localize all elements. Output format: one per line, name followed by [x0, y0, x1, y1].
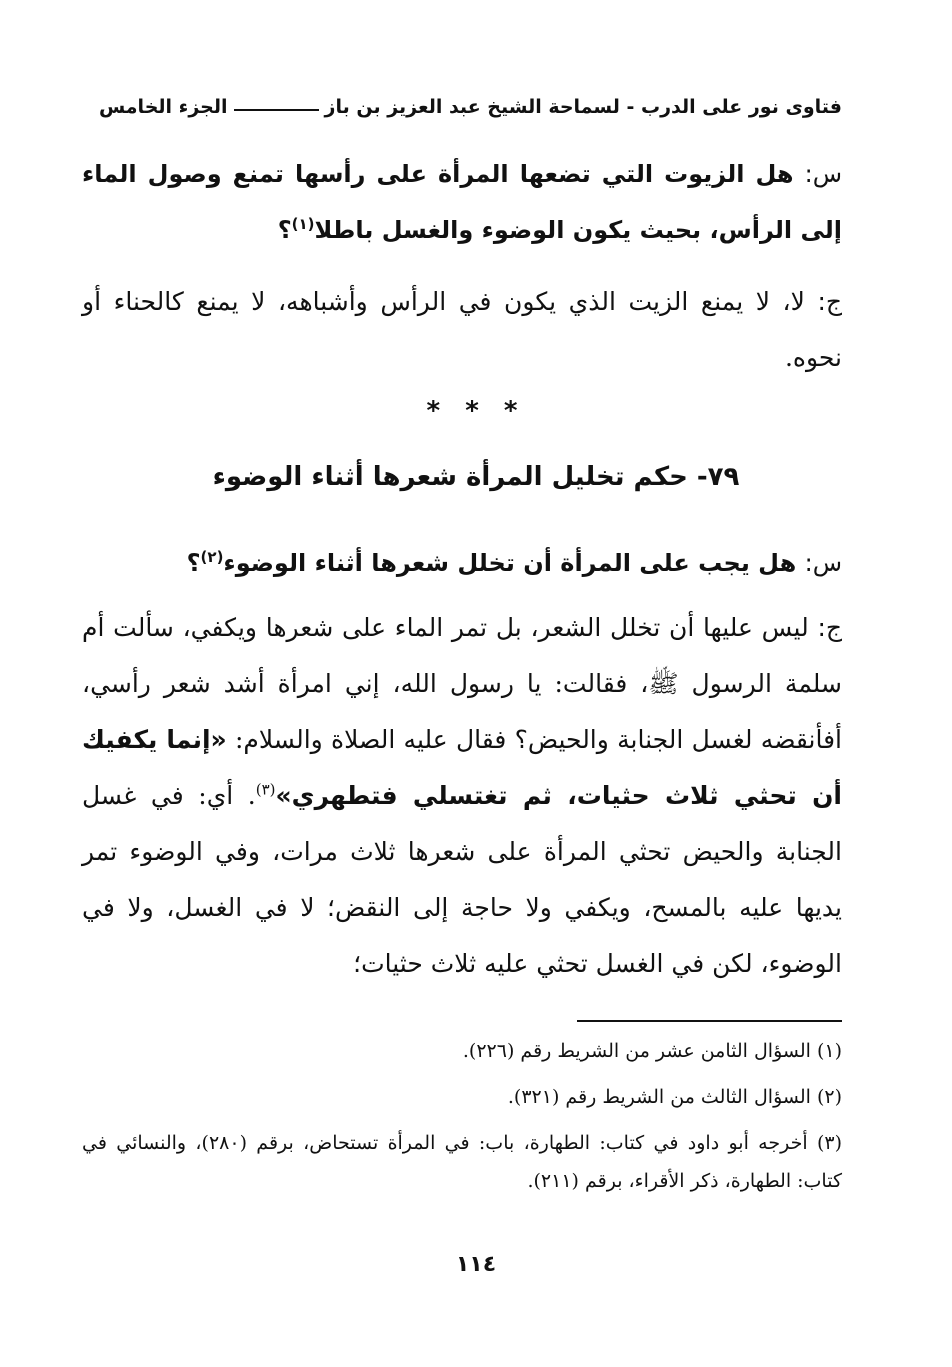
footnote-ref-2: (٢) — [200, 548, 224, 566]
header-book-title: فتاوى نور على الدرب - لسماحة الشيخ عبد العزيز بن باز — [324, 96, 842, 118]
question-2 — [82, 535, 842, 591]
footnotes — [82, 1032, 842, 1208]
question-end: ؟ — [277, 216, 292, 244]
question-text: هل يجب على المرأة أن تخلل شعرها أثناء الوضوء — [223, 549, 797, 577]
answer-text-part2: . أي: في غسل الجنابة والحيض تحثي المرأة على شعرها ثلاث مرات، وفي الوضوء تمر يديها عليه بالمسح، ويكفي ولا حاجة إلى النقض؛ لا في الغسل، ولا في الوضوء، لكن في الغسل تحثي عليه ثلاث حثيات؛ — [82, 781, 842, 978]
running-header — [82, 92, 842, 122]
footnote-1: (١) السؤال الثامن عشر من الشريط رقم (٢٢٦). — [462, 1040, 842, 1062]
footnote-ref-1: (١) — [291, 215, 315, 233]
header-volume: الجزء الخامس — [98, 96, 228, 118]
footnote-3: (٣) أخرجه أبو داود في كتاب: الطهارة، باب: في المرأة تستحاض، برقم (٢٨٠)، والنسائي في كتاب: الطهارة، ذكر الأقراء، برقم (٢١١). — [82, 1132, 842, 1192]
hadith-quote: «إنما يكفيك أن تحثي ثلاث حثيات، ثم تغتسلي فتطهري» — [82, 725, 843, 810]
answer-2 — [82, 600, 842, 992]
answer-label: ج: — [817, 287, 842, 316]
section-title: ٧٩- حكم تخليل المرأة شعرها أثناء الوضوء — [212, 462, 740, 492]
answer-text: لا، لا يمنع الزيت الذي يكون في الرأس وأشباهه، لا يمنع كالحناء أو نحوه. — [82, 287, 842, 372]
header-rule — [234, 109, 319, 111]
footnote-rule — [577, 1020, 842, 1022]
answer-label: ج: — [817, 613, 842, 642]
question-label: س: — [804, 160, 842, 188]
question-end: ؟ — [186, 549, 201, 577]
footnote-2: (٢) السؤال الثالث من الشريط رقم (٣٢١). — [507, 1086, 842, 1108]
page-number: ١١٤ — [455, 1252, 497, 1277]
section-separator: * * * — [426, 396, 526, 426]
footnote-ref-3: (٣) — [255, 780, 276, 799]
answer-1 — [82, 274, 842, 386]
question-text: هل الزيوت التي تضعها المرأة على رأسها تمنع وصول الماء إلى الرأس، بحيث يكون الوضوء والغسل باطلا — [82, 160, 842, 244]
answer-text-part1: ليس عليها أن تخلل الشعر، بل تمر الماء على شعرها ويكفي، سألت أم سلمة الرسول ﷺ، فقالت: يا رسول الله، إني امرأة أشد شعر رأسي، أفأنقضه لغسل الجنابة والحيض؟ فقال عليه الصلاة والسلام: — [82, 613, 842, 754]
question-1 — [82, 146, 842, 258]
question-label: س: — [804, 549, 842, 577]
